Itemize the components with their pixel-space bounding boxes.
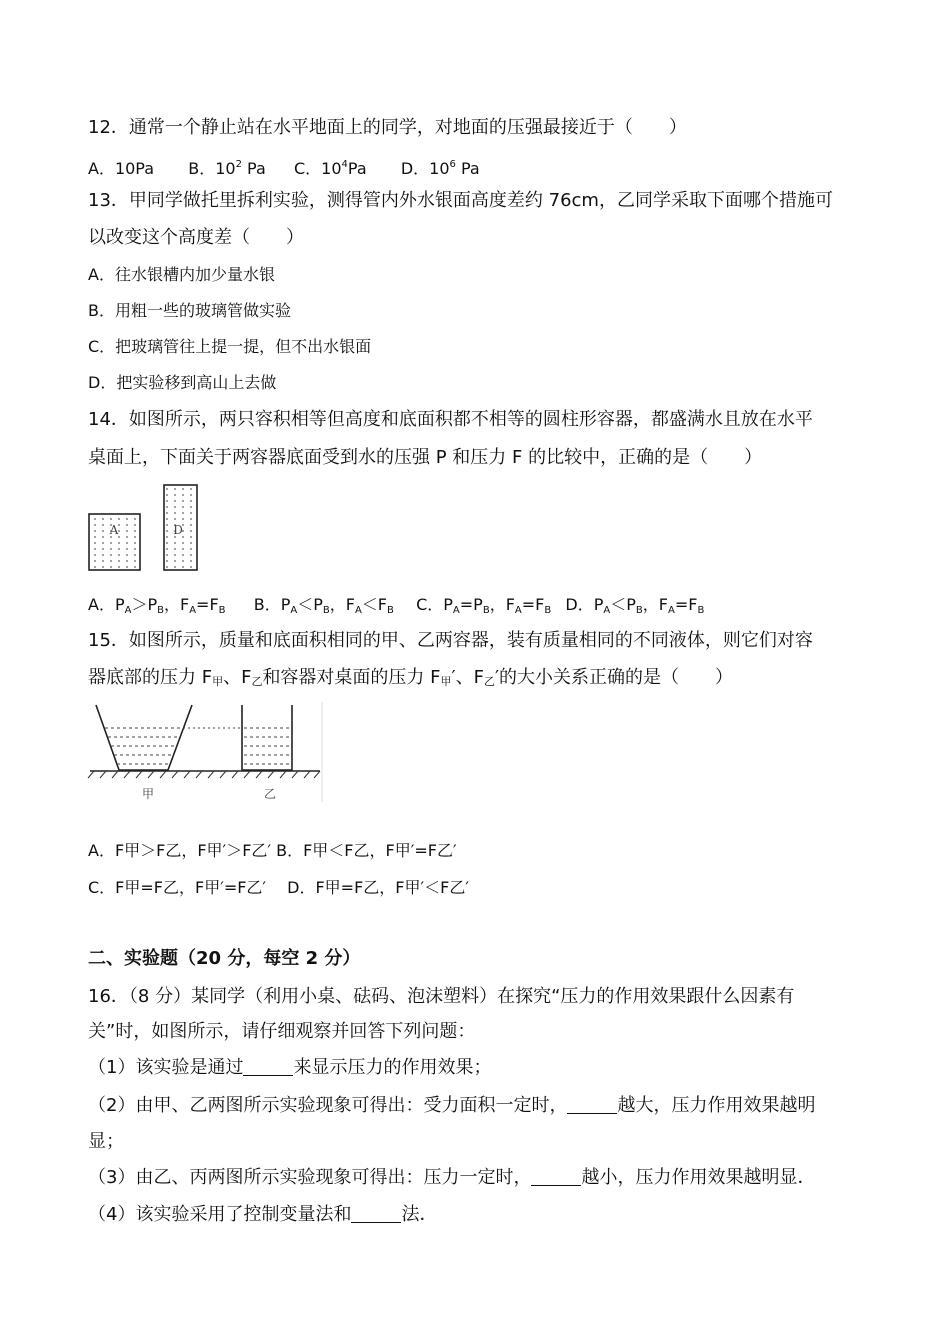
- q13-option-d: D．把实验移到高山上去做: [88, 373, 277, 392]
- q14-option-b: B．$P_A<P_B$，$F_A<F_B$: [253, 595, 394, 616]
- q12-stem: 12．通常一个静止站在水平地面上的同学，对地面的压强最接近于（ ）: [88, 117, 687, 138]
- q14-figure-containers: [86, 480, 206, 575]
- q15-figure-containers: [86, 700, 326, 805]
- q13-stem-line1: 13．甲同学做托里拆利实验，测得管内外水银面高度差约 76cm，乙同学采取下面哪个措施可: [88, 190, 833, 211]
- q16-stem-line2: 关”时，如图所示，请仔细观察并回答下列问题：: [88, 1021, 476, 1042]
- q14-option-a: A．$P_A>P_B$，$F_A=F_B$: [88, 595, 226, 616]
- q13-stem-line2: 以改变这个高度差（ ）: [88, 227, 304, 248]
- q16-blank-4[interactable]: [351, 1204, 401, 1223]
- q14-options: [88, 593, 704, 623]
- container-b: [164, 485, 197, 570]
- q14-option-c: C．$P_A=P_B$，$F_A=F_B$: [416, 595, 552, 616]
- q12-option-b: B．$10^2$ Pa: [188, 159, 266, 178]
- q14-stem-line1: 14．如图所示，两只容积相等但高度和底面积都不相等的圆柱形容器，都盛满水且放在水平: [88, 409, 813, 430]
- container-jia: [96, 705, 192, 801]
- q16-blank-2[interactable]: [567, 1095, 617, 1114]
- q13-option-c: C．把玻璃管往上提一提，但不出水银面: [88, 337, 372, 356]
- q13-option-b: B．用粗一些的玻璃管做实验: [88, 301, 291, 320]
- q16-part-4: （4）该实验采用了控制变量法和 法．: [88, 1204, 438, 1225]
- container-yi: [242, 705, 292, 801]
- q12-option-c: C．$10^4Pa$: [293, 159, 367, 178]
- q12-option-d: D．$10^6$ Pa: [400, 159, 480, 178]
- container-yi-label: 乙: [263, 787, 277, 801]
- q12-option-a: A．10Pa: [88, 159, 155, 178]
- q16-part-1: （1）该实验是通过 来显示压力的作用效果；: [88, 1057, 492, 1078]
- q14-option-d: D．$P_A<P_B$，$F_A=F_B$: [565, 595, 705, 616]
- q15-stem-line2: 器底部的压力 F甲、F乙和容器对桌面的压力 F甲′、F乙′的大小关系正确的是（ ）: [88, 667, 734, 688]
- q15-options-row2: C．F甲=F乙，F甲′=F乙′ D．F甲=F乙，F甲′＜F乙′: [88, 878, 469, 897]
- q15-options-row1: A．F甲＞F乙，F甲′＞F乙′ B．F甲＜F乙，F甲′=F乙′: [88, 841, 457, 860]
- container-a-label: A: [109, 523, 119, 537]
- q15-stem-line1: 15．如图所示，质量和底面积相同的甲、乙两容器，装有质量相同的不同液体，则它们对容: [88, 630, 813, 651]
- q13-option-a: A．往水银槽内加少量水银: [88, 265, 275, 284]
- container-jia-label: 甲: [141, 787, 155, 801]
- container-a: [89, 514, 140, 570]
- container-b-label: D: [173, 523, 183, 537]
- q16-stem-line1: 16．（8 分）某同学（利用小桌、砝码、泡沫塑料）在探究“压力的作用效果跟什么因素有: [88, 986, 795, 1007]
- q16-blank-3[interactable]: [531, 1167, 581, 1186]
- q12-options: [88, 153, 480, 181]
- q16-part-2-cont: 显；: [88, 1131, 124, 1152]
- q16-part-3: （3）由乙、丙两图所示实验现象可得出：压力一定时， 越小，压力作用效果越明显．: [88, 1167, 816, 1188]
- q14-stem-line2: 桌面上，下面关于两容器底面受到水的压强 P 和压力 F 的比较中，正确的是（ ）: [88, 447, 763, 468]
- q16-blank-1[interactable]: [243, 1057, 293, 1076]
- section-2-title: 二、实验题（20 分，每空 2 分）: [88, 948, 361, 969]
- table-surface: [88, 771, 320, 778]
- q16-part-2: （2）由甲、乙两图所示实验现象可得出：受力面积一定时， 越大，压力作用效果越明: [88, 1095, 816, 1116]
